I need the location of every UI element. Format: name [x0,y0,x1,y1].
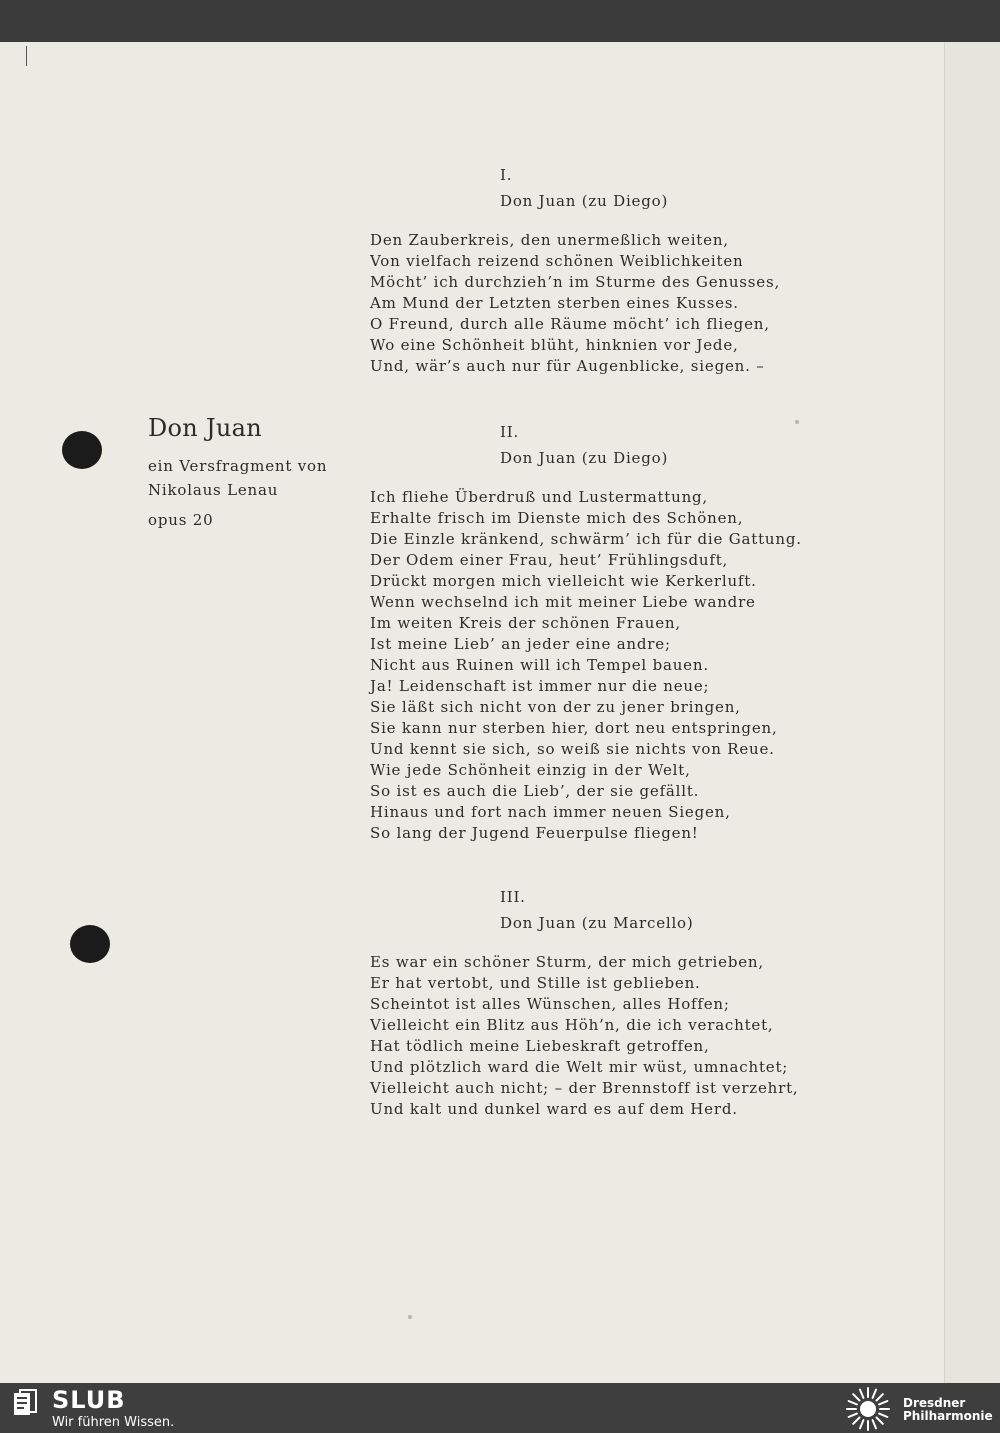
verse-line: Sie läßt sich nicht von der zu jener bringen, [370,698,741,716]
verse-line: Die Einzle kränkend, schwärm’ ich für die Gattung. [370,530,802,548]
verse-line: Der Odem einer Frau, heut’ Frühlingsduft, [370,551,729,569]
slub-name[interactable]: SLUB [52,1386,126,1414]
scan-tick-mark [26,46,27,66]
paper-speck [408,1315,412,1319]
philharmonie-name-line2[interactable]: Philharmonie [903,1409,993,1423]
verse-line: Den Zauberkreis, den unermeßlich weiten, [370,231,729,249]
work-author: Nikolaus Lenau [148,481,279,499]
page-right-edge [944,42,1000,1383]
section-numeral: I. [500,166,513,184]
verse-line: Von vielfach reizend schönen Weiblichkeiten [370,252,744,270]
verse-block [370,487,840,844]
document-page [0,42,1000,1383]
verse-line: Und, wär’s auch nur für Augenblicke, siegen. – [370,357,765,375]
section-heading: Don Juan (zu Diego) [500,192,669,210]
work-subtitle: ein Versfragment von [148,457,328,475]
punch-hole-bottom [70,925,110,963]
verse-line: Und kalt und dunkel ward es auf dem Herd. [370,1100,738,1118]
section-numeral: III. [500,888,526,906]
verse-line: Scheintot ist alles Wünschen, alles Hoffen; [370,995,730,1013]
philharmonie-logo-icon[interactable] [843,1386,893,1432]
poem-section-2 [370,419,840,844]
work-opus: opus 20 [148,511,214,529]
verse-line: Es war ein schöner Sturm, der mich getrieben, [370,953,764,971]
verse-line: O Freund, durch alle Räume möcht’ ich fliegen, [370,315,770,333]
verse-block [370,952,840,1120]
verse-line: Und plötzlich ward die Welt mir wüst, umnachtet; [370,1058,789,1076]
verse-line: So ist es auch die Lieb’, der sie gefällt. [370,782,700,800]
verse-line: Möcht’ ich durchzieh’n im Sturme des Genusses, [370,273,781,291]
verse-line: Im weiten Kreis der schönen Frauen, [370,614,681,632]
verse-line: Ist meine Lieb’ an jeder eine andre; [370,635,671,653]
verse-line: Ich fliehe Überdruß und Lustermattung, [370,488,708,506]
verse-line: Wo eine Schönheit blüht, hinknien vor Jede, [370,336,739,354]
section-numeral: II. [500,423,520,441]
verse-line: Er hat vertobt, und Stille ist geblieben. [370,974,701,992]
slub-tagline: Wir führen Wissen. [52,1415,175,1430]
verse-line: Vielleicht ein Blitz aus Höh’n, die ich verachtet, [370,1016,774,1034]
verse-line: Hat tödlich meine Liebeskraft getroffen, [370,1037,710,1055]
verse-line: Hinaus und fort nach immer neuen Siegen, [370,803,731,821]
verse-block [370,230,840,377]
verse-line: Sie kann nur sterben hier, dort neu entspringen, [370,719,778,737]
work-info [148,414,327,532]
top-scan-border [0,0,1000,42]
poem-text [370,162,840,1120]
verse-line: Vielleicht auch nicht; – der Brennstoff ist verzehrt, [370,1079,799,1097]
verse-line: So lang der Jugend Feuerpulse fliegen! [370,824,699,842]
verse-line: Wenn wechselnd ich mit meiner Liebe wandre [370,593,756,611]
slub-logo-icon[interactable] [12,1389,38,1417]
verse-line: Und kennt sie sich, so weiß sie nichts von Reue. [370,740,775,758]
verse-line: Nicht aus Ruinen will ich Tempel bauen. [370,656,709,674]
work-title: Don Juan [148,414,263,442]
verse-line: Wie jede Schönheit einzig in der Welt, [370,761,691,779]
footer-bar [0,1383,1000,1433]
philharmonie-name-line1[interactable]: Dresdner [903,1396,966,1410]
section-heading: Don Juan (zu Diego) [500,449,669,467]
section-heading: Don Juan (zu Marcello) [500,914,694,932]
verse-line: Am Mund der Letzten sterben eines Kusses. [370,294,739,312]
poem-section-3 [370,884,840,1120]
punch-hole-top [62,431,102,469]
verse-line: Ja! Leidenschaft ist immer nur die neue; [370,677,710,695]
verse-line: Drückt morgen mich vielleicht wie Kerkerluft. [370,572,757,590]
verse-line: Erhalte frisch im Dienste mich des Schönen, [370,509,744,527]
poem-section-1 [370,162,840,377]
